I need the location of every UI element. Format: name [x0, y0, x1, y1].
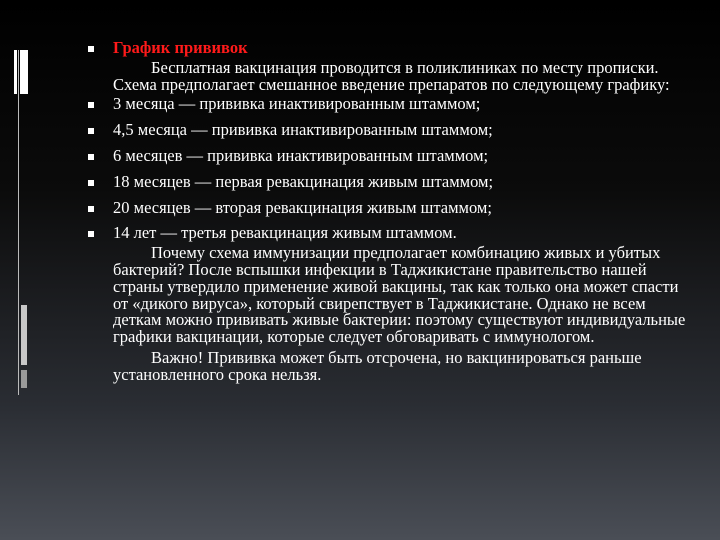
- slide-bullet-list: [88, 40, 688, 242]
- square-bullet-icon: [88, 46, 94, 52]
- schedule-item: [88, 122, 688, 139]
- square-bullet-icon: [88, 154, 94, 160]
- square-bullet-icon: [88, 206, 94, 212]
- schedule-item-text: 20 месяцев — вторая ревакцинация живым штаммом;: [113, 197, 492, 217]
- side-bar-thin: [14, 50, 17, 94]
- schedule-item-text: 6 месяцев — прививка инактивированным штаммом;: [113, 145, 489, 165]
- explanation-paragraph: Почему схема иммунизации предполагает комбинацию живых и убитых бактерий? После вспышки инфекции в Таджикистане правительство нашей страны утвердило применение живой вакцины, так как только она может спасти от «дикого вируса», который свирепствует в Таджикистане. Однако не всем деткам можно прививать живые бактерии: поэтому существуют индивидуальные графики вакцинации, которые следует обговаривать с иммунологом.: [113, 243, 686, 347]
- schedule-item-text: 18 месяцев — первая ревакцинация живым штаммом;: [113, 171, 494, 191]
- schedule-item-text: 4,5 месяца — прививка инактивированным штаммом;: [113, 120, 493, 140]
- side-bar-thick: [20, 50, 28, 94]
- important-note-paragraph: Важно! Прививка может быть отсрочена, но вакцинироваться раньше установленного срока нельзя.: [113, 347, 642, 384]
- schedule-item: [88, 197, 688, 217]
- schedule-item: [88, 171, 688, 191]
- schedule-item-text: 3 месяца — прививка инактивированным штаммом;: [113, 94, 481, 114]
- intro-paragraph: Бесплатная вакцинация проводится в поликлиниках по месту прописки. Схема предполагает смешанное введение препаратов по следующему графику:: [113, 57, 670, 94]
- side-bar-lower: [21, 305, 27, 365]
- slide-content: [88, 40, 688, 384]
- square-bullet-icon: [88, 180, 94, 186]
- schedule-item: [88, 225, 688, 242]
- schedule-item: [88, 96, 688, 113]
- slide-heading: График прививок: [113, 38, 248, 57]
- heading-item: [88, 40, 688, 93]
- schedule-item: [88, 145, 688, 165]
- schedule-item-text: 14 лет — третья ревакцинация живым штаммом.: [113, 223, 457, 243]
- side-line: [18, 50, 19, 395]
- side-bar-bottom: [21, 370, 27, 388]
- square-bullet-icon: [88, 231, 94, 237]
- square-bullet-icon: [88, 128, 94, 134]
- square-bullet-icon: [88, 102, 94, 108]
